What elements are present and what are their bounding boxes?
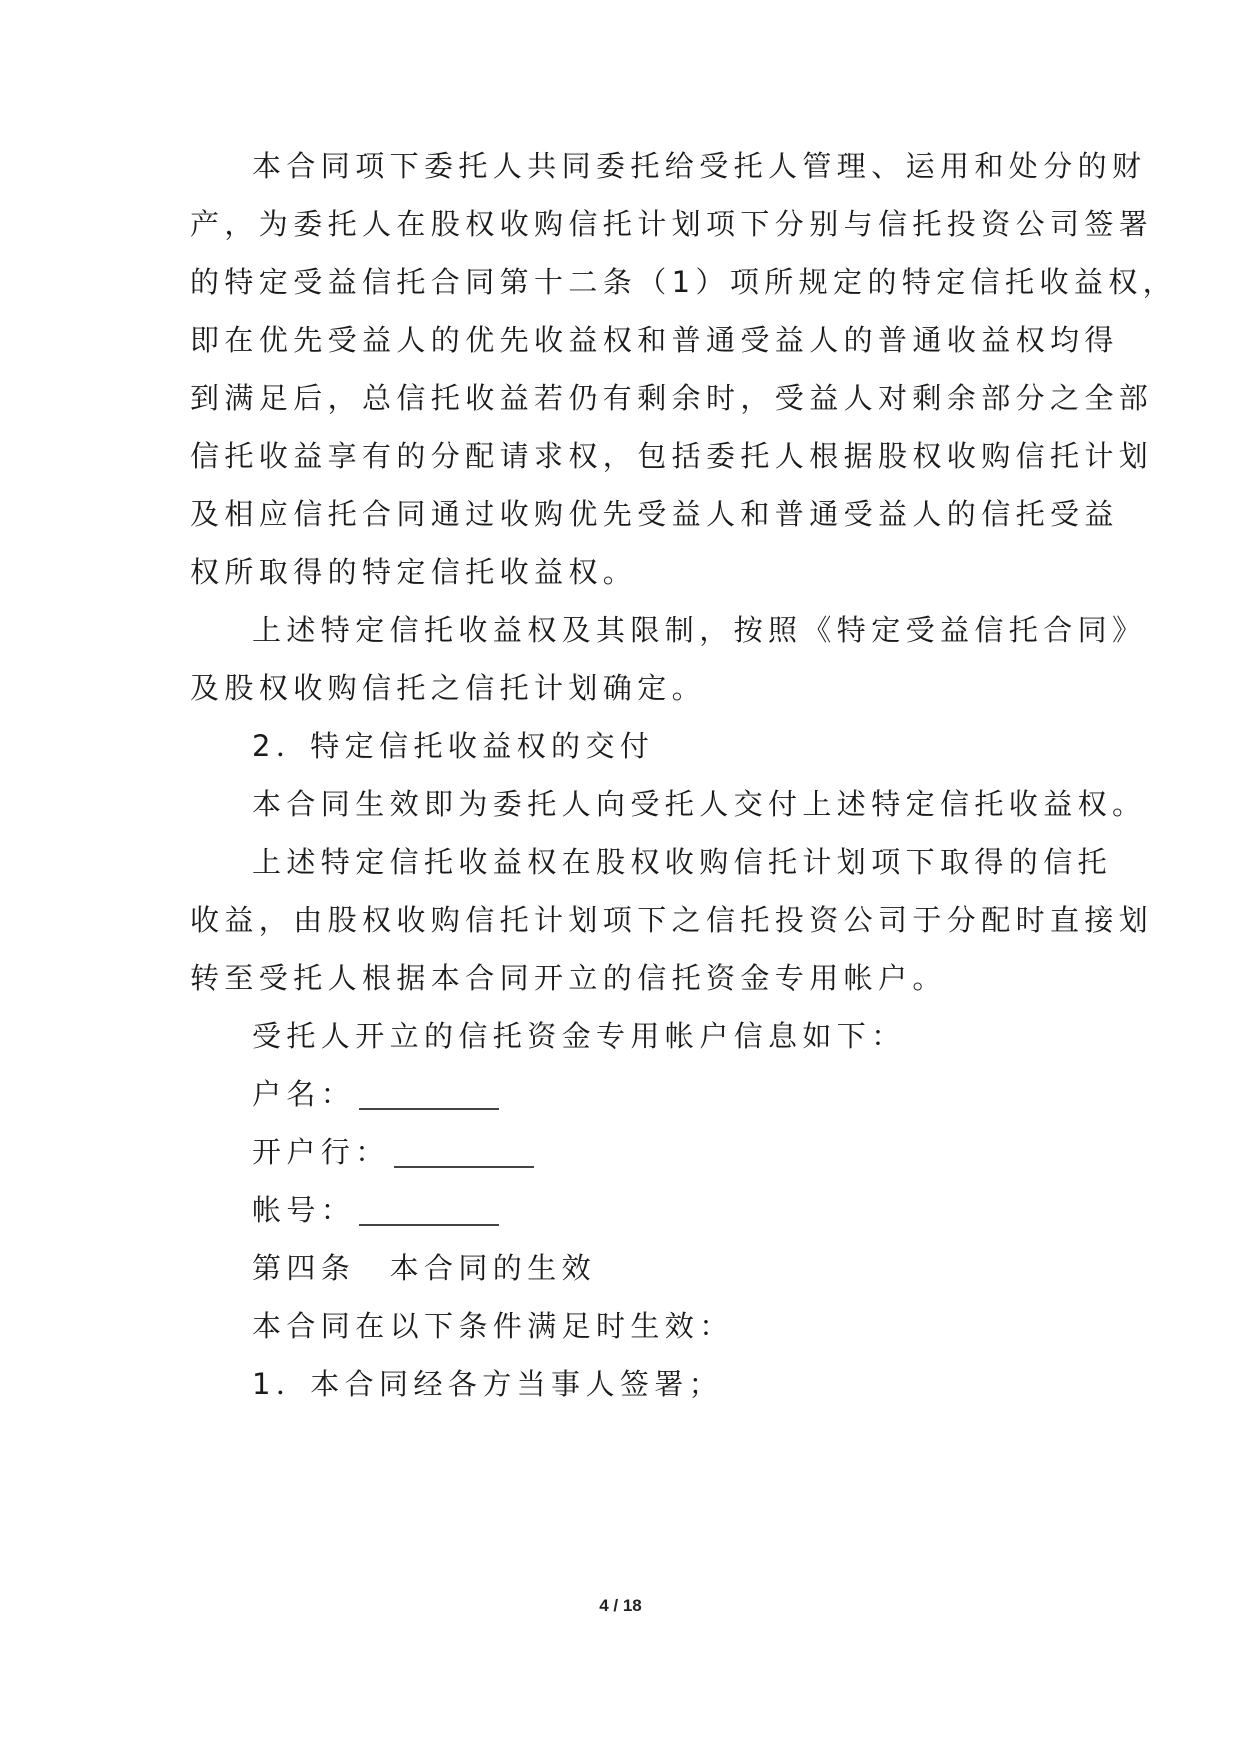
paragraph-line: 即在优先受益人的优先收益权和普通受益人的普通收益权均得 xyxy=(190,323,1119,357)
bank-blank xyxy=(394,1166,534,1168)
paragraph-line: 受托人开立的信托资金专用帐户信息如下： xyxy=(252,1019,906,1053)
paragraph-line: 到满足后，总信托收益若仍有剩余时，受益人对剩余部分之全部 xyxy=(190,381,1154,415)
paragraph-line: 信托收益享有的分配请求权，包括委托人根据股权收购信托计划 xyxy=(190,439,1154,473)
section-heading: 2．特定信托收益权的交付 xyxy=(252,729,655,763)
list-item: 1．本合同经各方当事人签署； xyxy=(252,1367,724,1401)
paragraph-line: 收益，由股权收购信托计划项下之信托投资公司于分配时直接划 xyxy=(190,903,1154,937)
paragraph-line: 上述特定信托收益权在股权收购信托计划项下取得的信托 xyxy=(252,845,1113,879)
paragraph-line: 的特定受益信托合同第十二条（1）项所规定的特定信托收益权， xyxy=(190,265,1178,299)
account-number-label: 帐号： xyxy=(252,1193,356,1227)
bank-row xyxy=(252,1132,534,1172)
paragraph-line: 本合同项下委托人共同委托给受托人管理、运用和处分的财 xyxy=(252,149,1147,183)
page-number: 4 / 18 xyxy=(599,1596,642,1615)
paragraph-line: 本合同生效即为委托人向受托人交付上述特定信托收益权。 xyxy=(252,787,1147,821)
account-number-row xyxy=(252,1190,499,1230)
paragraph-line: 及股权收购信托之信托计划确定。 xyxy=(190,671,707,705)
bank-label: 开户行： xyxy=(252,1135,390,1169)
paragraph-line: 权所取得的特定信托收益权。 xyxy=(190,555,638,589)
paragraph-line: 本合同在以下条件满足时生效： xyxy=(252,1309,734,1343)
paragraph-line: 及相应信托合同通过收购优先受益人和普通受益人的信托受益 xyxy=(190,497,1119,531)
account-number-blank xyxy=(359,1224,499,1226)
account-name-label: 户名： xyxy=(252,1077,356,1111)
paragraph-line: 转至受托人根据本合同开立的信托资金专用帐户。 xyxy=(190,961,947,995)
article-heading: 第四条 本合同的生效 xyxy=(252,1251,597,1285)
paragraph-line: 产，为委托人在股权收购信托计划项下分别与信托投资公司签署 xyxy=(190,207,1154,241)
paragraph-line: 上述特定信托收益权及其限制，按照《特定受益信托合同》 xyxy=(252,613,1147,647)
account-name-blank xyxy=(359,1108,499,1110)
account-name-row xyxy=(252,1074,499,1114)
